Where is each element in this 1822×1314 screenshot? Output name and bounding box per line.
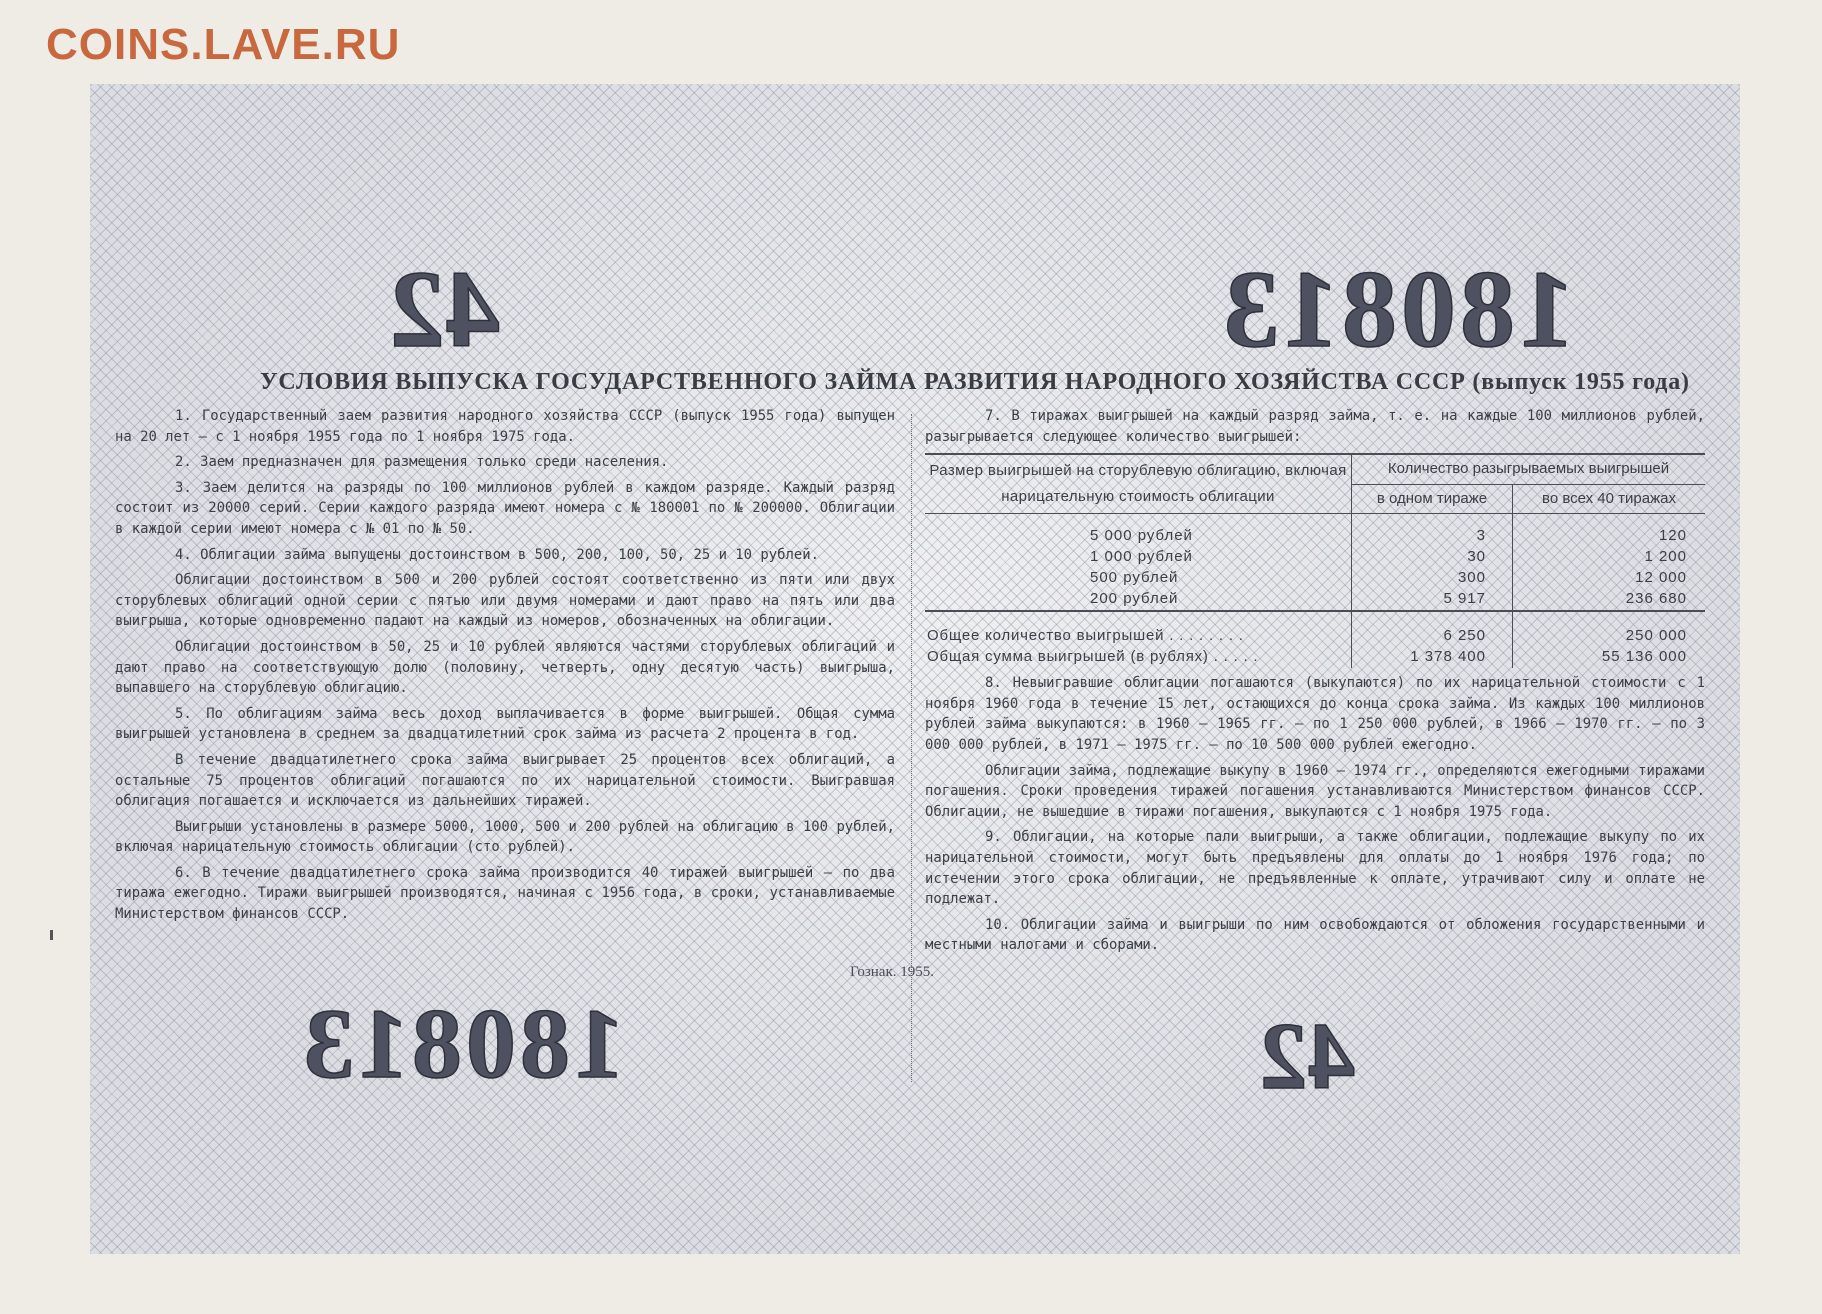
prize-size: 500 рублей — [925, 568, 1352, 589]
prize-all: 12 000 — [1635, 569, 1687, 587]
prize-table — [925, 453, 1705, 668]
total-count-one: 6 250 — [1352, 626, 1513, 647]
paragraph-10: 10. Облигации займа и выигрыши по ним освобождаются от обложения государственными и местными налогами и сборами. — [925, 916, 1705, 954]
paragraph-5b: Выигрыши установлены в размере 5000, 1000, 500 и 200 рублей на облигацию в 100 рублей, включая нарицательную стоимость облигации (сто рублей). — [115, 818, 895, 856]
total-sum-one: 1 378 400 — [1352, 647, 1513, 668]
prize-size: 1 000 рублей — [925, 547, 1352, 568]
table-row — [925, 589, 1705, 611]
fold-mark — [50, 930, 53, 940]
watermark: COINS.LAVE.RU — [46, 20, 401, 69]
table-row-total-count — [925, 626, 1705, 647]
prize-header-size: Размер выигрышей на сторублевую облигацию, включая нарицательную стоимость облигации — [925, 454, 1352, 514]
bond-sheet — [90, 84, 1740, 1254]
prize-one: 300 — [1352, 568, 1513, 589]
total-count-all: 250 000 — [1625, 627, 1687, 645]
paragraph-4b: Облигации достоинством в 50, 25 и 10 рублей являются частями сторублевых облигаций и дают право на соответствующую долю (половину, четверть, одну десятую часть) выигрыша, выпавшего на сторублевую облигацию. — [115, 638, 895, 697]
prize-all: 120 — [1658, 527, 1687, 545]
paragraph-9: 9. Облигации, на которые пали выигрыши, а также облигации, подлежащие выкупу по их нарицательной стоимости, могут быть предъявлены для оплаты до 1 ноября 1976 года; по истечении этого срока облигации, не предъявленные к оплате, утрачивают силу и оплате не подлежат. — [925, 829, 1705, 908]
conditions-left-column — [115, 406, 895, 930]
column-divider — [911, 414, 912, 1082]
prize-all: 236 680 — [1625, 590, 1687, 608]
conditions-right-column — [925, 406, 1705, 961]
printer-imprint: Гознак. 1955. — [850, 964, 935, 980]
paragraph-1: 1. Государственный заем развития народного хозяйства СССР (выпуск 1955 года) выпущен на 20 лет — с 1 ноября 1955 года по 1 ноября 1975 года. — [115, 408, 895, 445]
prize-header-all-draws: во всех 40 тиражах — [1513, 484, 1706, 514]
serial-number-top-right: 180813 — [1220, 248, 1574, 370]
document-title: УСЛОВИЯ ВЫПУСКА ГОСУДАРСТВЕННОГО ЗАЙМА РАЗВИТИЯ НАРОДНОГО ХОЗЯЙСТВА СССР (выпуск 1955 года) — [260, 369, 1690, 395]
paragraph-8a: Облигации займа, подлежащие выкупу в 1960 — 1974 гг., определяются ежегодными тиражами погашения. Сроки проведения тиражей погашения устанавливаются Министерством финансов СССР. Облигации, не вышедшие в тиражи погашения, выкупаются с 1 ноября 1975 года. — [925, 762, 1705, 820]
prize-all: 1 200 — [1644, 548, 1687, 566]
total-sum-all: 55 136 000 — [1601, 648, 1687, 666]
prize-one: 5 917 — [1352, 589, 1513, 611]
table-row-total-sum — [925, 647, 1705, 668]
table-row — [925, 526, 1705, 547]
prize-one: 30 — [1352, 547, 1513, 568]
prize-one: 3 — [1352, 526, 1513, 547]
total-count-label: Общее количество выигрышей . . . . . . . . — [925, 626, 1352, 647]
total-sum-label: Общая сумма выигрышей (в рублях) . . . . . — [925, 647, 1352, 668]
category-number-top-left: 42 — [390, 248, 500, 370]
paragraph-2: 2. Заем предназначен для размещения только среди населения. — [175, 454, 669, 471]
prize-header-count: Количество разыгрываемых выигрышей — [1352, 454, 1706, 484]
prize-header-one-draw: в одном тираже — [1352, 484, 1513, 514]
serial-number-bottom-left: 180813 — [300, 988, 624, 1099]
category-number-bottom-right: 42 — [1260, 1003, 1355, 1109]
paragraph-5a: В течение двадцатилетнего срока займа выигрывает 25 процентов всех облигаций, а остальные 75 процентов облигаций погашаются по их нарицательной стоимости. Выигравшая облигация погашается и исключается из дальнейших тиражей. — [115, 751, 895, 810]
table-row — [925, 568, 1705, 589]
paragraph-3: 3. Заем делится на разряды по 100 миллионов рублей в каждом разряде. Каждый разряд состоит из 20000 серий. Серии каждого разряда имеют номера с № 180001 по № 200000. Облигации в каждой серии имеют номера с № 01 по № 50. — [115, 479, 895, 537]
paragraph-5: 5. По облигациям займа весь доход выплачивается в форме выигрышей. Общая сумма выигрышей установлена в среднем за двадцатилетний срок займа из расчета 2 процента в год. — [115, 705, 895, 743]
prize-size: 5 000 рублей — [925, 526, 1352, 547]
paragraph-8: 8. Невыигравшие облигации погашаются (выкупаются) по их нарицательной стоимости с 1 ноября 1960 года в течение 15 лет, остающихся до конца срока займа. Из каждых 100 миллионов рублей займа выкупаются: в 1960 — 1965 гг. — по 1 250 000 рублей, в 1966 — 1970 гг. — по 3 000 000 рублей, в 1971 — 1975 гг. — по 10 500 000 рублей ежегодно. — [925, 675, 1705, 753]
paragraph-6: 6. В течение двадцатилетнего срока займа производится 40 тиражей выигрышей — по два тиража ежегодно. Тиражи выигрышей производятся, начиная с 1956 года, в сроки, устанавливаемые Министерством финансов СССР. — [115, 864, 895, 923]
paragraph-4a: Облигации достоинством в 500 и 200 рублей состоят соответственно из пяти или двух сторублевых облигаций одной серии с пятью или двумя номерами и дают право на пять или два выигрыша, которые одновременно падают на каждый из номеров, обозначенных на облигации. — [115, 572, 895, 630]
prize-size: 200 рублей — [925, 589, 1352, 611]
paragraph-4: 4. Облигации займа выпущены достоинством в 500, 200, 100, 50, 25 и 10 рублей. — [175, 546, 819, 563]
table-row — [925, 547, 1705, 568]
paragraph-7: 7. В тиражах выигрышей на каждый разряд займа, т. е. на каждые 100 миллионов рублей, разыгрывается следующее количество выигрышей: — [925, 408, 1705, 445]
